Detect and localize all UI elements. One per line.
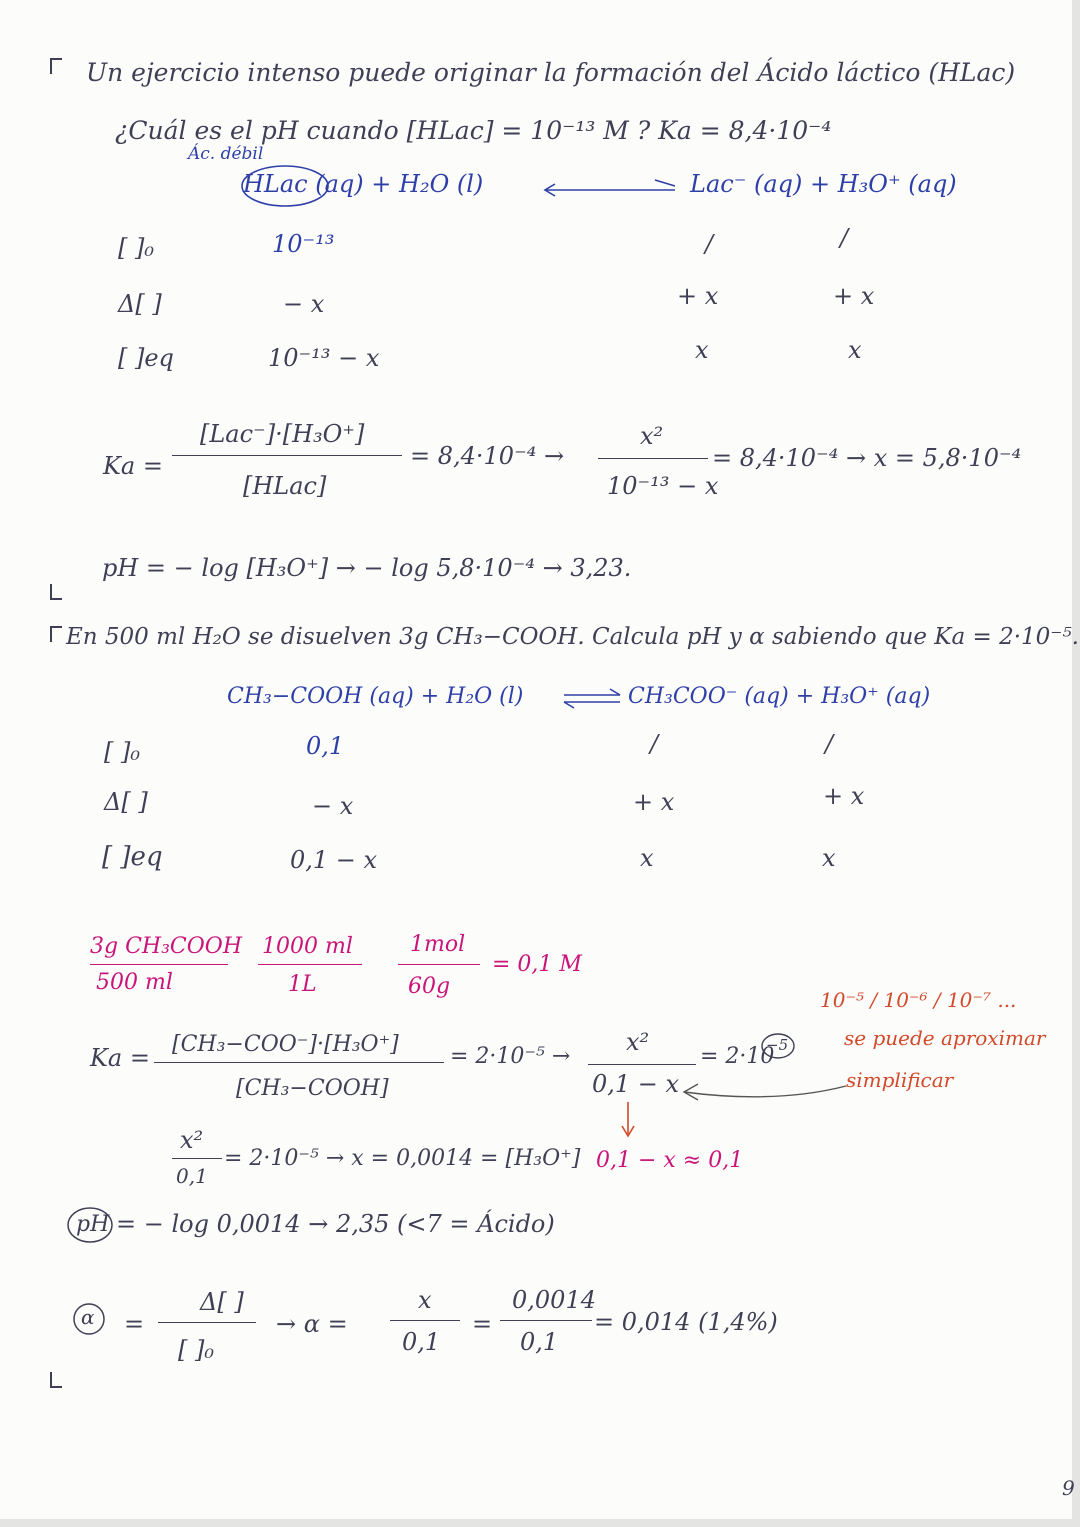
p1-hlac-initial: 10⁻¹³ [272,230,335,258]
page-number: 9 [1062,1476,1075,1500]
conv-denominator-1: 500 ml [96,970,173,995]
p2-ka-x-exponent: −5 [766,1036,789,1054]
p2-ka-numerator: [CH₃−COO⁻]·[H₃O⁺] [172,1032,399,1057]
page-edge-right [1072,0,1080,1527]
alpha-result: = 0,014 (1,4%) [594,1308,778,1336]
p2-ka-x-result: = 2·10 [700,1044,775,1069]
alpha-value-numerator: 0,0014 [512,1286,596,1314]
note-line-simplify: simplificar [846,1068,954,1092]
p2-row-label-change: Δ[ ] [104,788,148,816]
p1-h3o-eq: x [848,336,862,364]
p1-ka-x-numerator: x² [640,422,664,450]
p2-h3o-initial: / [825,730,834,758]
p1-ka-equals: = 8,4·10⁻⁴ → [410,442,565,470]
conv-numerator-3: 1mol [410,932,466,957]
p2-ph-line: = − log 0,0014 → 2,35 (<7 = Ácido) [116,1210,555,1238]
alpha-x-denominator: 0,1 [402,1328,441,1356]
p1-lac-eq: x [695,336,709,364]
p2-ph-circled: pH [76,1212,110,1237]
problem1-statement-line1: Un ejercicio intenso puede originar la formación del Ácido láctico (HLac) [86,58,1016,87]
p1-ka-x-fraction-line [598,458,708,459]
p2-acid-eq: 0,1 − x [290,846,378,874]
p2-ka-equals: = 2·10⁻⁵ → [450,1044,571,1069]
weak-acid-note: Ác. débil [188,144,264,164]
problem2-statement: En 500 ml H₂O se disuelven 3g CH₃−COOH. Calcula pH y α sabiendo que Ka = 2·10⁻⁵. [66,624,1079,650]
p1-hlac-eq: 10⁻¹³ − x [268,344,380,372]
alpha-equals-2: = [472,1310,493,1338]
p2-h3o-eq: x [822,844,836,872]
problem1-statement-line2: ¿Cuál es el pH cuando [HLac] = 10⁻¹³ M ? Ka = 8,4·10⁻⁴ [115,116,832,145]
problem2-open-bracket [50,626,62,642]
alpha-symbol: α [81,1305,95,1329]
conv-fraction-line-2 [258,964,362,965]
problem2-reaction-left: CH₃−COOH (aq) + H₂O (l) [227,684,524,709]
conv-fraction-line-3 [398,964,480,965]
p1-hlac-change: − x [283,290,325,318]
p2-ka-denominator: [CH₃−COOH] [236,1076,389,1101]
conv-numerator-2: 1000 ml [262,934,353,959]
equilibrium-arrow-1 [540,178,680,198]
reaction1-left-text: HLac (aq) + H₂O (l) [243,170,484,198]
p2-acetate-change: + x [633,788,675,816]
p2-ka-label: Ka = [90,1044,150,1072]
note-powers: 10⁻⁵ / 10⁻⁶ / 10⁻⁷ ... [820,988,1017,1012]
problem1-close-bracket [50,584,62,600]
p2-row-label-eq: [ ]eq [102,842,163,872]
p1-ka-numerator: [Lac⁻]·[H₃O⁺] [200,420,365,448]
p1-row-label-change: Δ[ ] [118,290,162,318]
note-pointer-arrow [676,1076,851,1106]
approx-numerator: x² [180,1126,204,1154]
p1-ka-result: = 8,4·10⁻⁴ → x = 5,8·10⁻⁴ [712,444,1022,472]
problem1-reaction-right: Lac⁻ (aq) + H₃O⁺ (aq) [690,170,957,198]
conv-numerator-1: 3g CH₃COOH [90,934,243,959]
hlac-circle [240,164,330,208]
p2-acetate-initial: / [650,730,659,758]
p1-lac-initial: / [705,230,714,258]
alpha-fraction-line [158,1322,256,1323]
alpha-numerator: Δ[ ] [200,1288,244,1316]
p2-acid-initial: 0,1 [306,732,345,760]
p1-lac-change: + x [677,282,719,310]
p1-h3o-change: + x [833,282,875,310]
approx-result: = 2·10⁻⁵ → x = 0,0014 = [H₃O⁺] [224,1146,581,1171]
note-line-approx: se puede aproximar [844,1026,1046,1050]
p1-ka-label: Ka = [103,452,163,480]
p2-ka-fraction-line [154,1062,444,1063]
alpha-equals: = [124,1310,145,1338]
conv-fraction-line-1 [90,964,228,965]
conv-denominator-2: 1L [288,972,317,997]
conv-result: = 0,1 M [492,952,582,977]
p1-row-label-initial: [ ]₀ [118,234,154,262]
alpha-arrow-text: → α = [276,1310,348,1338]
p2-row-label-initial: [ ]₀ [104,738,140,766]
conv-denominator-3: 60g [408,974,451,999]
equilibrium-arrow-2 [562,688,624,708]
problem2-close-bracket [50,1372,62,1388]
approx-denominator: 0,1 [176,1164,208,1188]
p1-ka-fraction-line [172,455,402,456]
p1-ph-line: pH = − log [H₃O⁺] → − log 5,8·10⁻⁴ → 3,23. [102,554,632,582]
page-edge-bottom [0,1519,1080,1527]
alpha-value-fraction-line [500,1320,592,1321]
approx-fraction-line [172,1158,222,1159]
alpha-x-numerator: x [418,1286,432,1314]
p1-row-label-eq: [ ]eq [118,344,174,372]
approx-down-arrow [620,1100,636,1140]
p2-ka-x-numerator: x² [626,1028,650,1056]
p2-acetate-eq: x [640,844,654,872]
p2-h3o-change: + x [823,782,865,810]
alpha-value-denominator: 0,1 [520,1328,559,1356]
approx-note: 0,1 − x ≈ 0,1 [596,1148,744,1173]
p1-ka-denominator: [HLac] [243,472,327,500]
p2-acid-change: − x [312,792,354,820]
alpha-x-fraction-line [390,1320,460,1321]
alpha-denominator: [ ]₀ [178,1336,214,1364]
problem1-open-bracket [50,58,62,74]
problem2-reaction-right: CH₃COO⁻ (aq) + H₃O⁺ (aq) [628,684,931,709]
p1-ka-x-denominator: 10⁻¹³ − x [607,472,719,500]
p1-h3o-initial: / [840,224,849,252]
p2-ka-x-fraction-line [588,1064,696,1065]
p2-ka-x-denominator: 0,1 − x [592,1070,680,1098]
